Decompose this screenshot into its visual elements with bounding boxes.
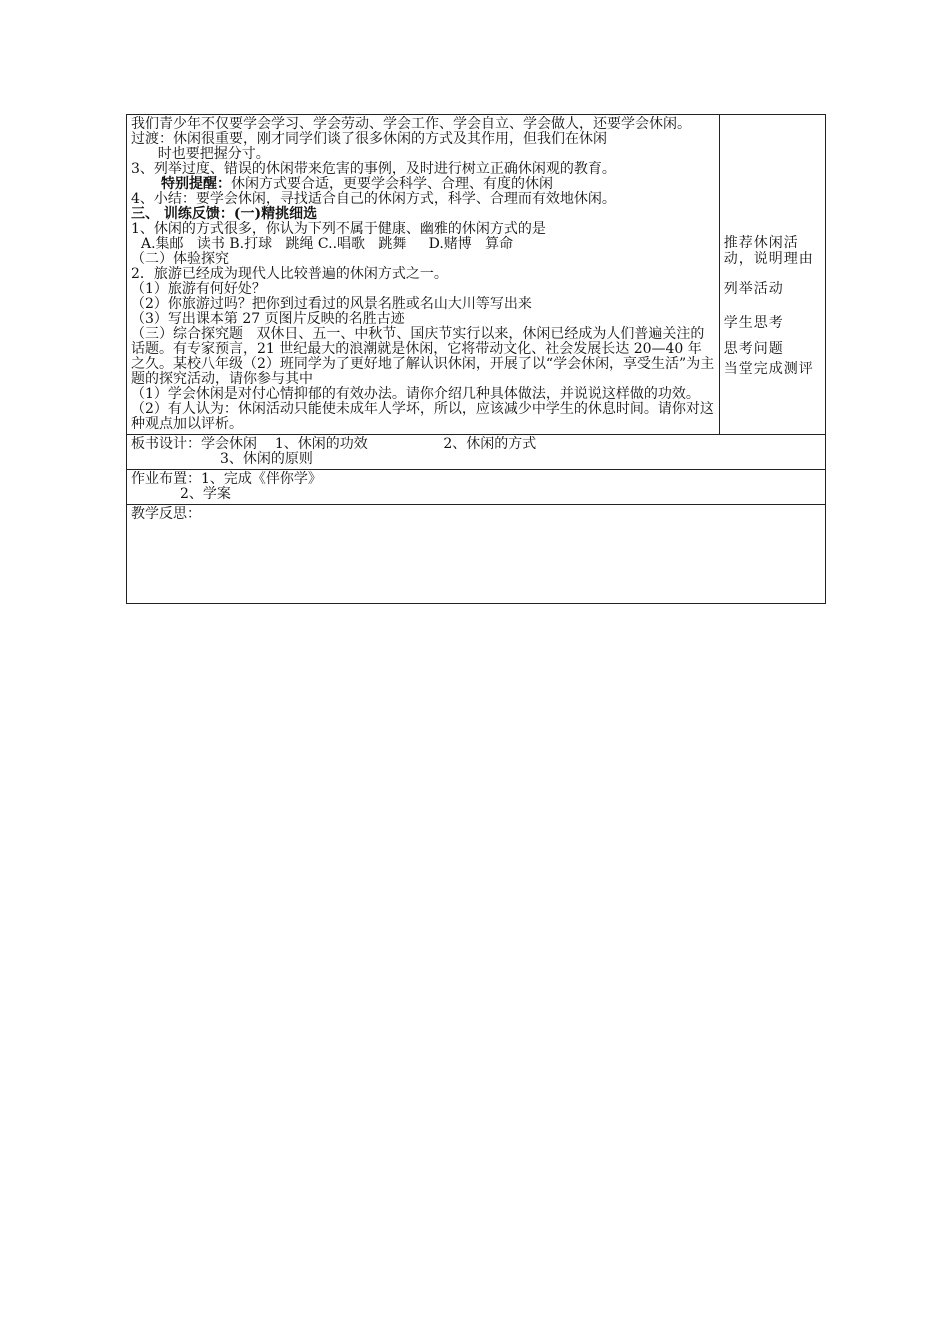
side-note-class-test: 当堂完成测评: [723, 361, 814, 377]
question-2-part-1: （1）旅游有何好处？: [131, 281, 266, 297]
reflection-row: [127, 505, 826, 604]
homework-item-2: 2、学案: [179, 486, 231, 502]
side-note-list-activities: 列举活动: [723, 281, 784, 297]
question-1: 1、休闲的方式很多，你认为下列不属于健康、幽雅的休闲方式的是: [131, 221, 546, 237]
board-design-row: [127, 435, 826, 470]
side-note-student-think: 学生思考: [723, 315, 784, 331]
side-note-recommend: 推荐休闲活动，说明理由: [723, 235, 814, 267]
question-2: 2．旅游已经成为现代人比较普遍的休闲方式之一。: [131, 266, 448, 282]
board-item-2: 2、休闲的方式: [443, 436, 537, 452]
board-design-line-1: [131, 437, 821, 452]
homework-row: [127, 470, 826, 505]
homework-label: 作业布置：1、完成《伴你学》: [131, 471, 322, 487]
board-item-3: 3、休闲的原则: [220, 451, 313, 467]
text-line-2: 过渡：休闲很重要，刚才同学们谈了很多休闲的方式及其作用，但我们在休闲: [131, 131, 607, 147]
text-line-summary: 4、小结：要学会休闲，寻找适合自己的休闲方式，科学、合理而有效地休闲。: [131, 191, 616, 207]
text-line-1: 我们青少年不仅要学会学习、学会劳动、学会工作、学会自立、学会做人，还要学会休闲。: [131, 116, 691, 132]
lesson-plan-table: [126, 114, 826, 604]
reflection-cell: [127, 505, 826, 604]
question-2-part-2: （2）你旅游过吗？把你到过看过的风景名胜或名山大川等写出来: [131, 296, 532, 312]
board-item-1: 1、休闲的功效: [274, 436, 368, 452]
reflection-label: 教学反思：: [131, 506, 201, 522]
question-1-options: A.集邮 读书 B.打球 跳绳 C..唱歌 跳舞 D.赌博 算命: [141, 236, 514, 252]
board-design-label: 板书设计：学会休闲: [131, 436, 257, 452]
special-reminder: [131, 177, 715, 192]
special-reminder-label: 特别提醒：: [161, 176, 231, 192]
lesson-plan-page: [126, 114, 826, 604]
text-line-3: 时也要把握分寸。: [131, 146, 270, 162]
side-notes-cell: [719, 115, 825, 435]
question-2-part-3: （3）写出课本第 27 页图片反映的名胜古迹: [131, 311, 405, 327]
board-design-line-2: [131, 452, 821, 467]
homework-line-2: [131, 487, 821, 502]
side-note-think-question: 思考问题: [723, 341, 784, 357]
subsection-experience: （二）体验探究: [131, 251, 229, 267]
section-heading-feedback: 三、 训练反馈：(一)精挑细选: [131, 206, 318, 222]
content-row: [127, 115, 826, 435]
special-reminder-text: 休闲方式要合适，更要学会科学、合理、有度的休闲: [231, 176, 553, 192]
comprehensive-questions: （1）学会休闲是对付心情抑郁的有效办法。请你介绍几种具体做法，并说说这样做的功效。（2）有人认为：休闲活动只能使未成年人学坏，所以，应该减少中学生的休息时间。请你对这种观点加以评析。: [131, 386, 714, 432]
main-content-cell: [127, 115, 720, 435]
homework-cell: [127, 470, 826, 505]
subsection-comprehensive: （三）综合探究题 双休日、五一、中秋节、国庆节实行以来，休闲已经成为人们普遍关注的话题。有专家预言，21 世纪最大的浪潮就是休闲，它将带动文化、社会发展长达 20—40 年之久。某校八年级（2）班同学为了更好地了解认识休闲，开展了以“学会休闲，享受生活”为主题的探究活动，请你参与其中: [131, 326, 715, 387]
text-line-4: 3、列举过度、错误的休闲带来危害的事例，及时进行树立正确休闲观的教育。: [131, 161, 616, 177]
board-design-cell: [127, 435, 826, 470]
